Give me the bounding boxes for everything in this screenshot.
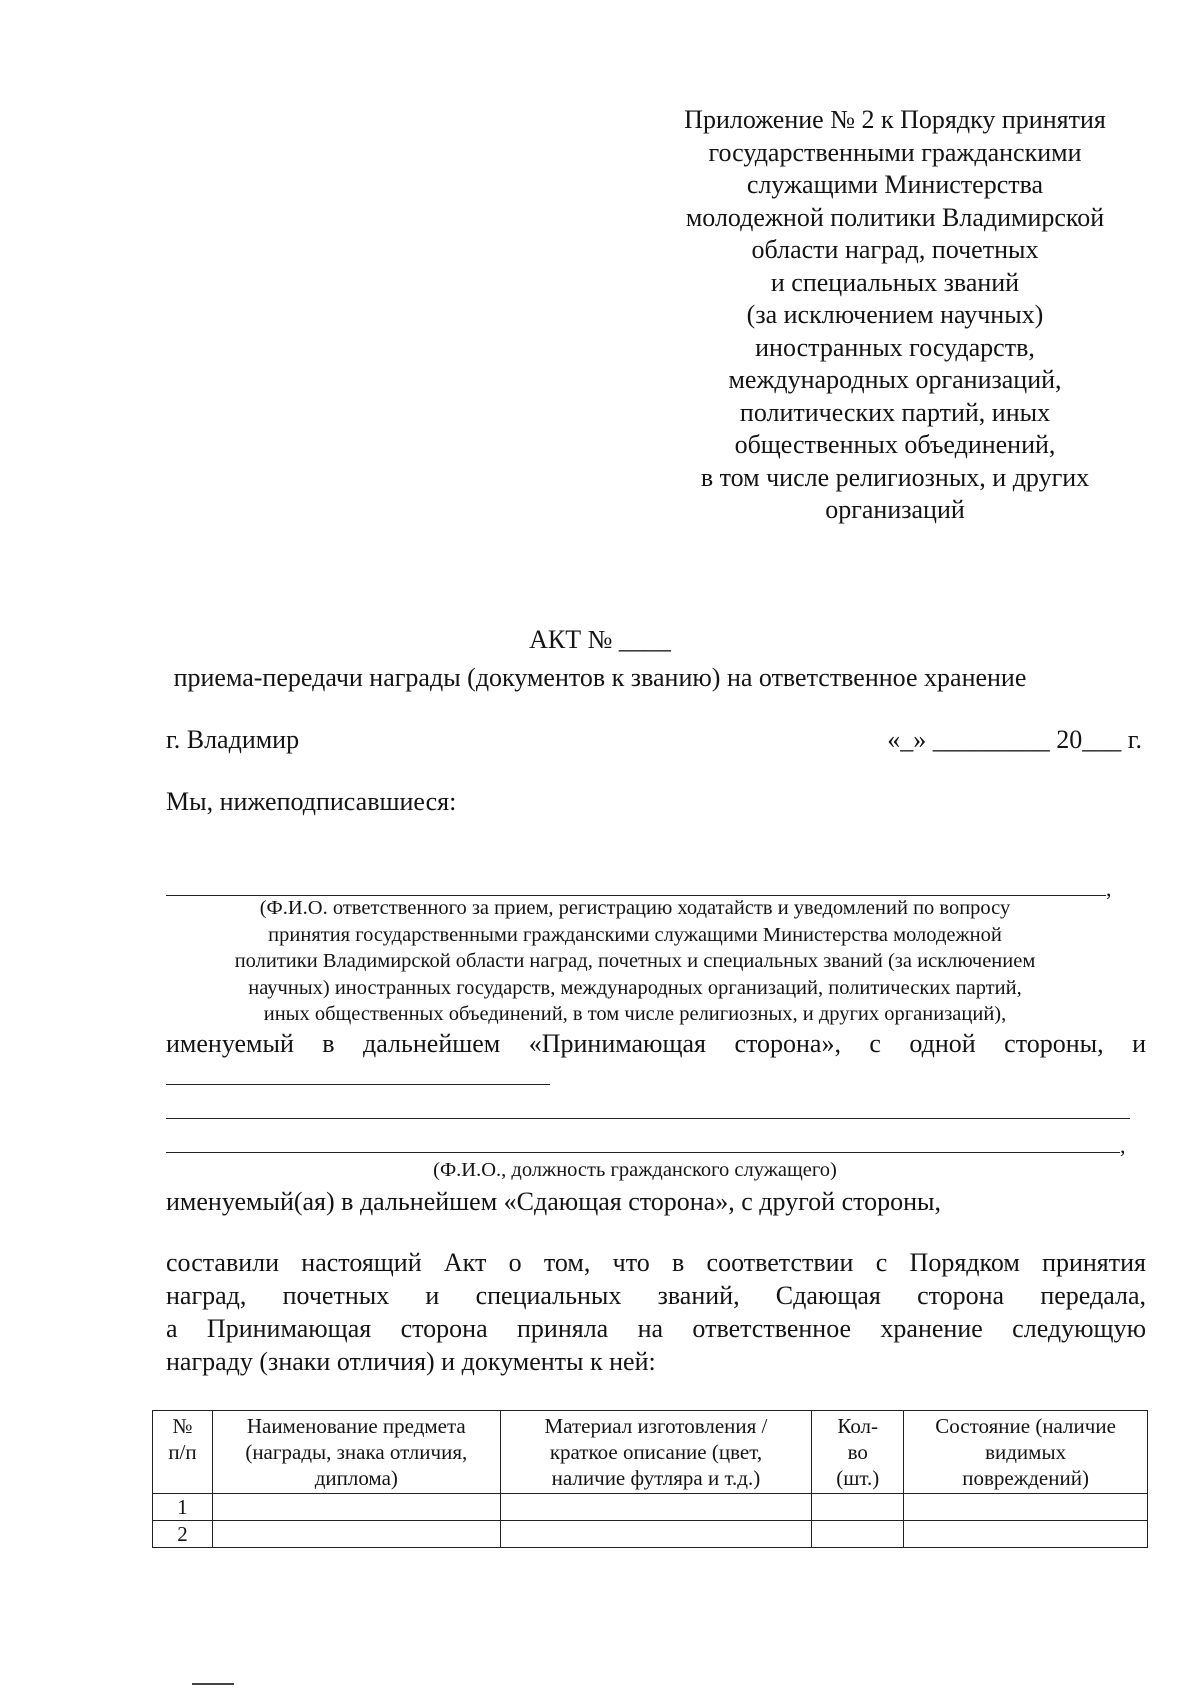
column-header-item-name	[212, 1411, 500, 1494]
table-cell	[500, 1494, 812, 1521]
header-line: повреждений)	[962, 1466, 1089, 1490]
giver-caption: (Ф.И.О., должность гражданского служащего)	[433, 1159, 837, 1181]
receiver-role: именуемый в дальнейшем «Принимающая сторона», с одной стороны, и	[166, 1029, 1146, 1058]
appendix-line: (за исключением научных)	[746, 300, 1044, 329]
header-line: (шт.)	[836, 1466, 880, 1490]
column-header-material	[500, 1411, 812, 1494]
appendix-line: служащими Министерства	[746, 170, 1044, 199]
appendix-line: молодежной политики Владимирской	[685, 202, 1105, 232]
table-cell	[812, 1494, 904, 1521]
appendix-line: международных организаций,	[728, 365, 1062, 394]
appendix-line: общественных объединений,	[734, 430, 1056, 459]
caption-line: научных) иностранных государств, международных организаций, политических партий,	[248, 976, 1022, 999]
table-cell	[212, 1521, 500, 1548]
header-line: видимых	[985, 1440, 1067, 1464]
giver-role: именуемый(ая) в дальнейшем «Сдающая сторона», с другой стороны,	[166, 1187, 942, 1216]
date-field: «_» _________ 20___ г.	[887, 725, 1142, 754]
appendix-line: области наград, почетных	[751, 235, 1039, 264]
caption-line: принятия государственными гражданскими служащими Министерства молодежной	[268, 923, 1002, 946]
table-row	[153, 1521, 1148, 1548]
table-cell	[812, 1521, 904, 1548]
header-line: диплома)	[314, 1466, 398, 1490]
header-line: Материал изготовления /	[544, 1414, 768, 1438]
header-line: Кол-	[837, 1414, 879, 1438]
caption-line: иных общественных объединений, в том числе религиозных, и других организаций),	[263, 1003, 1007, 1025]
main-paragraph	[166, 1246, 1146, 1378]
giver-line-1	[166, 1084, 550, 1085]
header-line: (награды, знака отличия,	[245, 1440, 468, 1464]
receiver-caption	[160, 895, 1110, 1028]
appendix-line: государственными гражданскими	[708, 137, 1082, 167]
act-subtitle: приема-передачи награды (документов к званию) на ответственное хранение	[173, 663, 1027, 692]
table-cell	[904, 1494, 1148, 1521]
intro-text: Мы, нижеподписавшиеся:	[166, 787, 457, 816]
table-row	[153, 1494, 1148, 1521]
caption-line: (Ф.И.О. ответственного за прием, регистрацию ходатайств и уведомлений по вопросу	[259, 897, 1011, 919]
comma-mark: ,	[1106, 876, 1112, 901]
table-cell: 2	[153, 1521, 213, 1548]
appendix-line: организаций	[825, 495, 965, 524]
header-line: №	[172, 1414, 193, 1438]
table-cell	[500, 1521, 812, 1548]
giver-line-3	[166, 1152, 1120, 1153]
items-table	[152, 1410, 1148, 1548]
paragraph-line: составили настоящий Акт о том, что в соответствии с Порядком принятия	[166, 1248, 1146, 1277]
paragraph-line: а Принимающая сторона приняла на ответственное хранение следующую	[166, 1314, 1146, 1343]
comma-mark: ,	[1120, 1133, 1126, 1158]
header-line: краткое описание (цвет,	[549, 1440, 763, 1464]
column-header-number	[153, 1411, 213, 1494]
appendix-line: политических партий, иных	[739, 397, 1051, 427]
table-cell	[212, 1494, 500, 1521]
place: г. Владимир	[166, 725, 300, 754]
header-line: наличие футляра и т.д.)	[551, 1466, 761, 1490]
caption-line: политики Владимирской области наград, почетных и специальных званий (за исключением	[234, 950, 1036, 972]
header-line: п/п	[168, 1440, 197, 1464]
giver-line-2	[166, 1118, 1130, 1119]
paragraph-line: награду (знаки отличия) и документы к ней:	[166, 1347, 656, 1376]
column-header-quantity	[812, 1411, 904, 1494]
appendix-header	[660, 104, 1130, 527]
table-cell: 1	[153, 1494, 213, 1521]
header-line: во	[847, 1440, 868, 1464]
appendix-line: и специальных званий	[770, 267, 1020, 297]
appendix-line: Приложение № 2 к Порядку принятия	[684, 105, 1106, 134]
header-line: Состояние (наличие	[935, 1414, 1116, 1438]
table-header-row	[153, 1411, 1148, 1494]
act-title: АКТ № ____	[529, 625, 671, 654]
header-line: Наименование предмета	[246, 1414, 466, 1438]
table-cell	[904, 1521, 1148, 1548]
appendix-line: иностранных государств,	[755, 332, 1035, 362]
paragraph-line: наград, почетных и специальных званий, Сдающая сторона передала,	[166, 1281, 1146, 1310]
column-header-condition	[904, 1411, 1148, 1494]
scan-mark	[192, 1683, 234, 1685]
appendix-line: в том числе религиозных, и других	[700, 462, 1090, 492]
